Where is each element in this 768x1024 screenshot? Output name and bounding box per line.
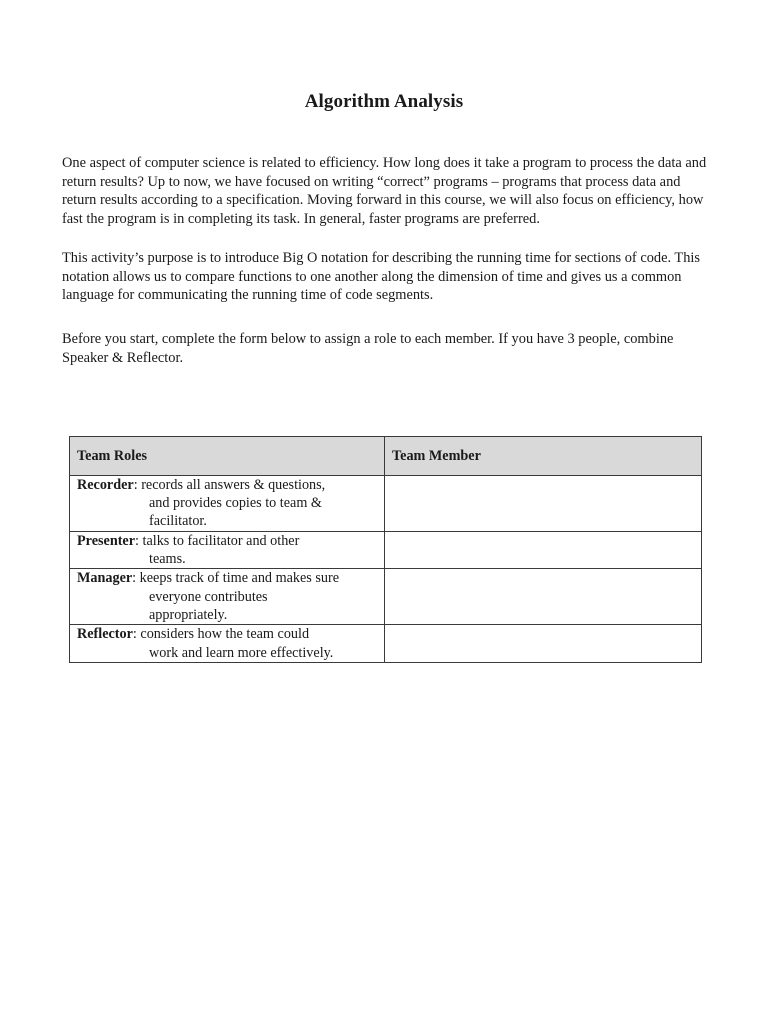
- table-header-row: [70, 437, 702, 476]
- role-name: Manager: [77, 570, 133, 587]
- role-description-cont: and provides copies to team &: [149, 495, 322, 512]
- team-member-cell-recorder[interactable]: [385, 476, 702, 532]
- role-description: : records all answers & questions,: [133, 477, 326, 493]
- role-description-cell: [70, 625, 385, 662]
- role-description-cont: everyone contributes: [149, 588, 268, 605]
- document-title: Algorithm Analysis: [304, 91, 464, 112]
- role-description-cont: teams.: [149, 551, 186, 568]
- role-description-cont: facilitator.: [149, 513, 207, 530]
- role-name: Presenter: [77, 533, 136, 549]
- role-name: Reflector: [77, 626, 133, 643]
- team-member-header: Team Member: [385, 437, 702, 476]
- role-description-cont: work and learn more effectively.: [149, 644, 334, 661]
- team-roles-table: [69, 436, 702, 663]
- table-row: [70, 625, 702, 662]
- team-member-cell-reflector[interactable]: [385, 625, 702, 662]
- role-description-cell: [70, 569, 385, 625]
- table-row: [70, 532, 702, 569]
- purpose-paragraph: This activity’s purpose is to introduce Big O notation for describing the running time for sections of code. This notation allows us to compare functions to one another along the dimension of time and gives us a common language for communicating the running time of code segments.: [62, 250, 701, 303]
- role-description-cell: [70, 476, 385, 532]
- role-description: : considers how the team could: [132, 626, 310, 643]
- team-member-cell-presenter[interactable]: [385, 532, 702, 569]
- role-name: Recorder: [77, 477, 134, 493]
- table-row: [70, 476, 702, 532]
- role-description-cont: appropriately.: [149, 606, 228, 623]
- team-roles-header: Team Roles: [70, 437, 385, 476]
- team-member-cell-manager[interactable]: [385, 569, 702, 625]
- role-description: : keeps track of time and makes sure: [132, 570, 339, 587]
- role-description-cell: [70, 532, 385, 569]
- instructions-paragraph: Before you start, complete the form below to assign a role to each member. If you have 3 people, combine Speaker & Reflector.: [62, 331, 674, 366]
- role-description: : talks to facilitator and other: [135, 533, 300, 549]
- intro-paragraph: One aspect of computer science is related to efficiency. How long does it take a program to process the data and return results? Up to now, we have focused on writing “correct” programs – programs that process data and return results according to a specification. Moving forward in this course, we will also focus on efficiency, how fast the program is in completing its task. In general, faster programs are preferred.: [62, 155, 707, 227]
- table-row: [70, 569, 702, 625]
